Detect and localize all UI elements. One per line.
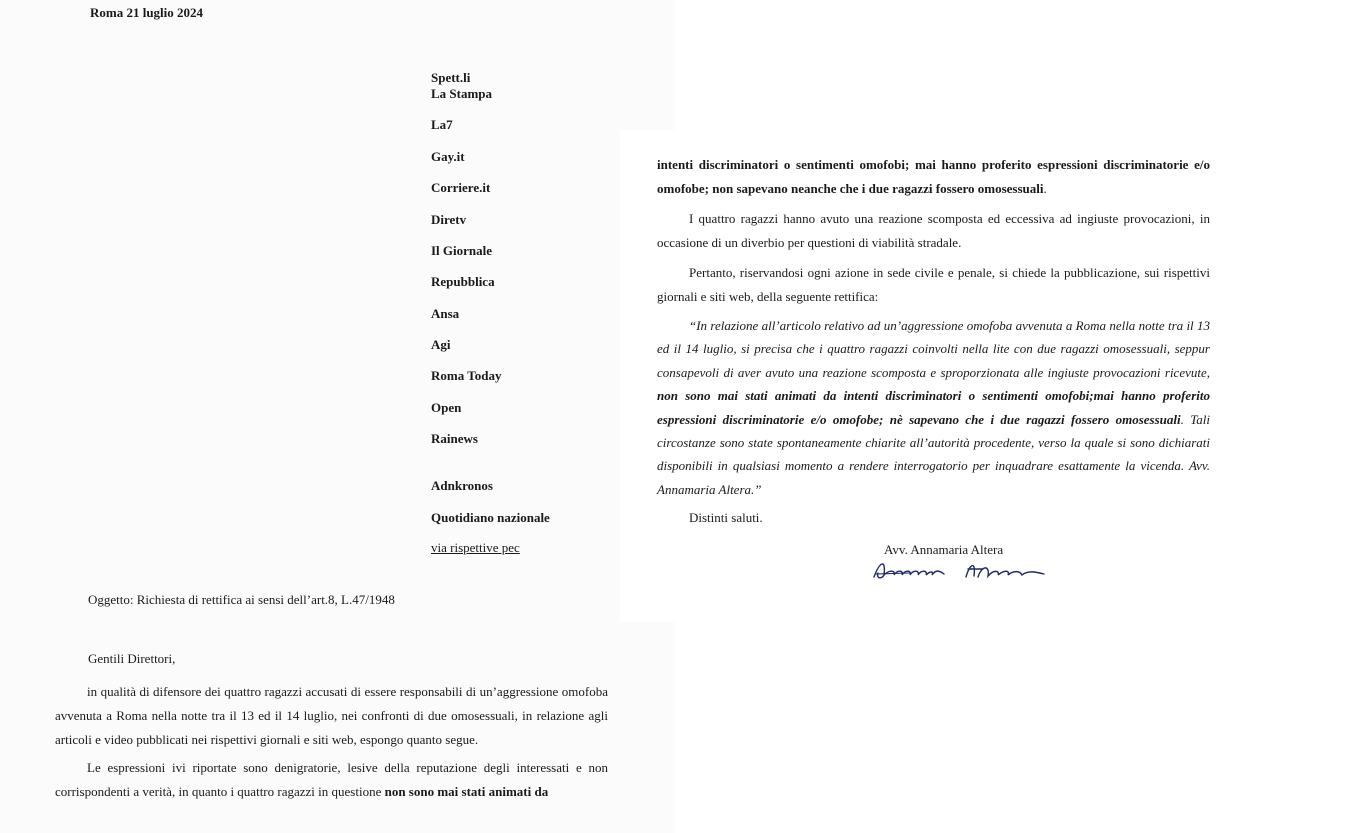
body-paragraph-5 [657, 261, 1210, 309]
recipient-item: Ansa [431, 306, 460, 321]
body-paragraph-1 [55, 680, 608, 752]
body-paragraph-4-text: I quattro ragazzi hanno avuto una reazione scomposta ed eccessiva ad ingiuste provocazioni, in occasione di un diverbio per questioni di viabilità stradale. [657, 211, 1210, 250]
recipient-item: Agi [431, 337, 451, 352]
body-paragraph-2-text: Le espressioni ivi riportate sono denigratorie, lesive della reputazione degli interessati e non corrispondenti a verità, in quanto i quattro ragazzi in questione [55, 760, 608, 799]
handwritten-signature-icon [870, 557, 1060, 583]
recipient-item: Open [431, 400, 462, 415]
letter-subject: Oggetto: Richiesta di rettifica ai sensi dell’art.8, L.47/1948 [88, 592, 395, 607]
recipient-item: Diretv [431, 212, 467, 227]
recipient-item: Quotidiano nazionale [431, 510, 550, 525]
body-paragraph-3 [657, 153, 1210, 201]
correction-quote [657, 314, 1210, 501]
letter-date: Roma 21 luglio 2024 [90, 5, 204, 20]
quote-text-end: . Tali circostanze sono state spontaneamente chiarite all’autorità procedente, verso la quale si sono dichiarati disponibili in qualsiasi momento a rendere interrogatorio per inquadrare esattamente la vicenda. Avv. Annamaria Altera.” [657, 411, 1211, 497]
quote-text-start: “In relazione all’articolo relativo ad un’aggressione omofoba avvenuta a Roma nella notte tra il 13 ed il 14 luglio, si precisa che i quattro ragazzi coinvolti nella lite con due ragazzi omosessuali, seppur consapevoli di aver avuto una reazione scomposta e sproporzionata alle ingiuste provocazioni ricevute, [657, 318, 1210, 380]
body-paragraph-5-text: Pertanto, riservandosi ogni azione in sede civile e penale, si chiede la pubblicazione, sui rispettivi giornali e siti web, della seguente rettifica: [657, 265, 1210, 304]
body-paragraph-1-text: in qualità di difensore dei quattro ragazzi accusati di essere responsabili di un’aggressione omofoba avvenuta a Roma nella notte tra il 13 ed il 14 luglio, nei confronti di due omosessuali, in relazione agli articoli e video pubblicati nei rispettivi giornali e siti web, espongo quanto segue. [55, 684, 608, 747]
letter-greeting: Gentili Direttori, [88, 651, 176, 666]
recipients-heading-1: Spett.li [431, 70, 471, 85]
recipient-item: Repubblica [431, 274, 495, 289]
recipient-item: Corriere.it [431, 180, 491, 195]
letter-closing: Distinti saluti. [689, 510, 763, 525]
body-paragraph-2 [55, 756, 608, 804]
recipient-item: Roma Today [431, 368, 502, 383]
recipient-item: Rainews [431, 431, 478, 446]
recipient-item: Adnkronos [431, 478, 493, 493]
signer-name: Avv. Annamaria Altera [884, 542, 1004, 557]
delivery-method: via rispettive pec [431, 540, 520, 555]
recipients-heading-2: La Stampa [431, 86, 493, 101]
body-paragraph-3-end: . [1043, 181, 1047, 196]
recipient-item: Il Giornale [431, 243, 493, 258]
quote-text-bold: non sono mai stati animati da intenti discriminatori o sentimenti omofobi;mai hanno proferito espressioni discriminatorie e/o omofobe; nè sapevano che i due ragazzi fossero omosessuali [657, 388, 1210, 427]
body-paragraph-3-bold: intenti discriminatori o sentimenti omofobi; mai hanno proferito espressioni discriminatorie e/o omofobe; non sapevano neanche che i due ragazzi fossero omosessuali [657, 157, 1210, 196]
recipient-item: Gay.it [431, 149, 465, 164]
body-paragraph-2-bold: non sono mai stati animati da [384, 784, 549, 799]
recipient-item: La7 [431, 117, 453, 132]
body-paragraph-4 [657, 207, 1210, 255]
